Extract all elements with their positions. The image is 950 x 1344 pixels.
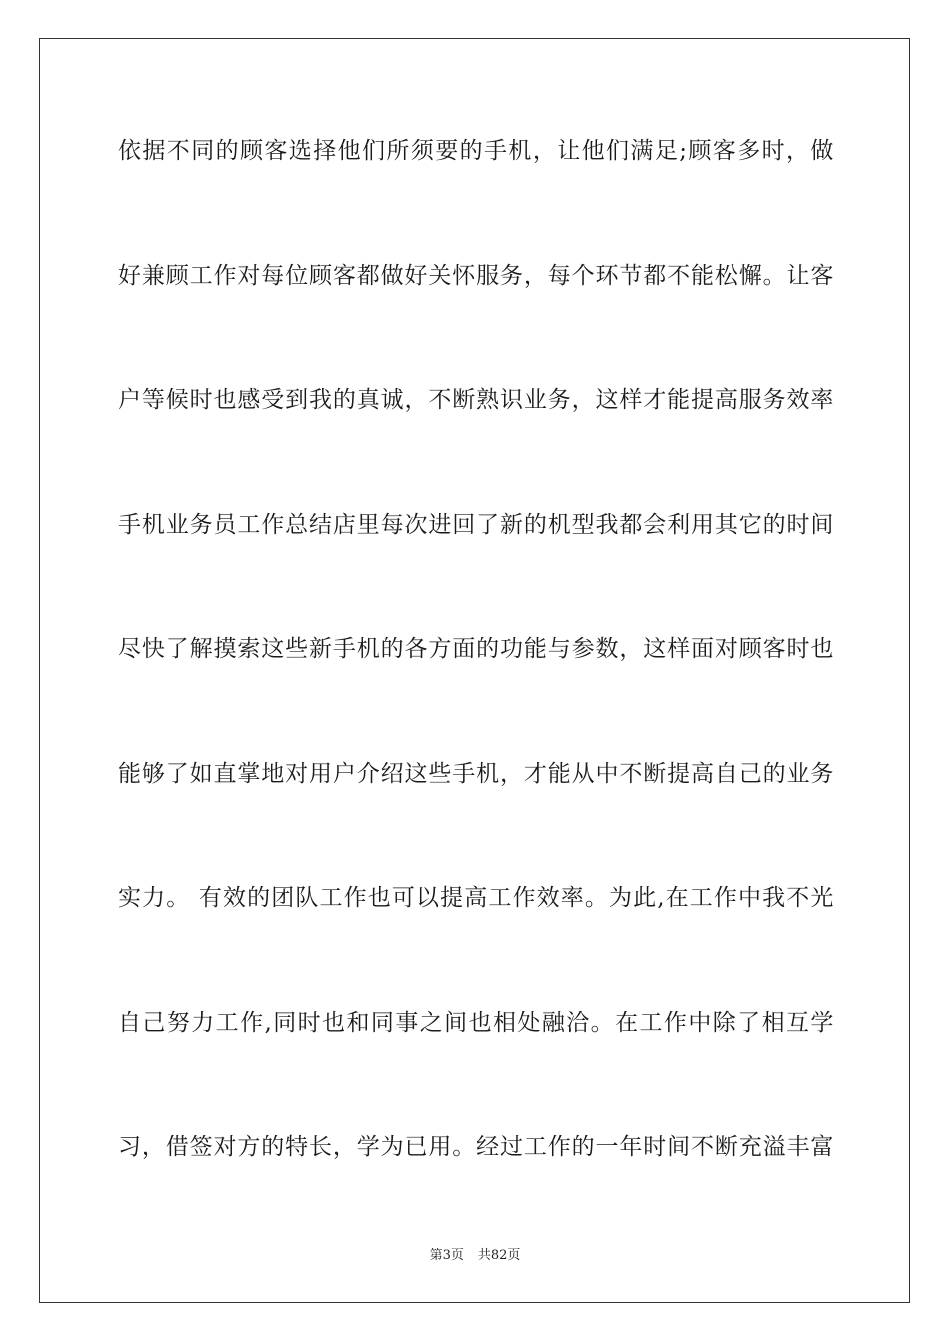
text-line: 自己努力工作,同时也和同事之间也相处融洽。在工作中除了相互学 — [118, 1009, 834, 1036]
text-line: 习，借签对方的特长，学为已用。经过工作的一年时间不断充溢丰富 — [118, 1134, 834, 1160]
text-line: 好兼顾工作对每位顾客都做好关怀服务，每个环节都不能松懈。让客 — [118, 262, 834, 289]
page-footer — [0, 1247, 950, 1265]
page-number: 第3页 — [429, 1248, 464, 1263]
page-total: 共82页 — [477, 1248, 521, 1263]
text-line: 手机业务员工作总结店里每次进回了新的机型我都会利用其它的时间 — [118, 511, 834, 538]
text-line: 能够了如直掌地对用户介绍这些手机，才能从中不断提高自己的业务 — [118, 760, 834, 787]
text-line: 户等候时也感受到我的真诚，不断熟识业务，这样才能提高服务效率 — [118, 387, 834, 413]
text-line: 尽快了解摸索这些新手机的各方面的功能与参数，这样面对顾客时也 — [118, 636, 834, 662]
text-line: 实力。 有效的团队工作也可以提高工作效率。为此,在工作中我不光 — [118, 885, 834, 911]
text-line: 依据不同的顾客选择他们所须要的手机，让他们满足;顾客多时，做 — [118, 138, 834, 164]
document-body — [118, 128, 834, 1249]
